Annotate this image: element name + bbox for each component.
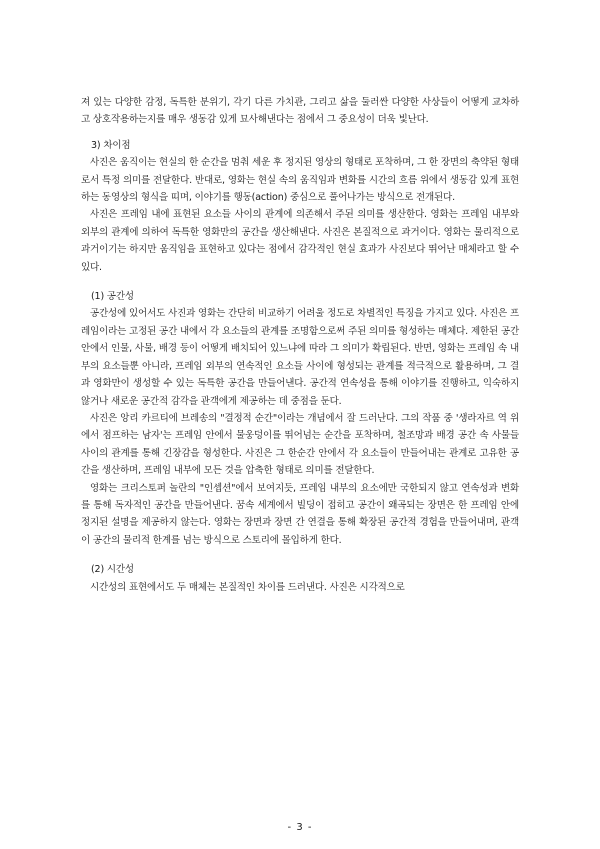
spacer (81, 549, 519, 561)
subsection-heading-space: (1) 공간성 (91, 291, 134, 303)
space-paragraph-2: 사진은 앙리 카르티에 브레송의 "결정적 순간"이라는 개념에서 잘 드러난다. 그의 작품 중 '생라자르 역 위에서 점프하는 남자'는 프레임 안에서 물웅덩이를 뛰어넘는 순간을 포착하며, 철조망과 배경 공간 속 사물들 사이의 관계를 통해 긴장감을 형성한다. 사진은 그 한순간 안에서 각 요소들이 만들어내는 관계로 고유한 공간을 생산하며, 프레임 내부에 모든 것을 압축한 형태로 의미를 전달한다. (81, 412, 519, 477)
space-paragraph-3: 영화는 크리스토퍼 놀란의 "인셉션"에서 보여지듯, 프레임 내부의 요소에만 국한되지 않고 연속성과 변화를 통해 독자적인 공간을 만들어낸다. 꿈속 세계에서 빌딩이 접히고 공간이 왜곡되는 장면은 한 프레임 안에 정지된 설명을 제공하지 않는다. 영화는 장면과 장면 간 연결을 통해 확장된 공간적 경험을 만들어내며, 관객이 공간의 물리적 한계를 넘는 방식으로 스토리에 몰입하게 한다. (81, 482, 519, 546)
time-paragraph-1: 시간성의 표현에서도 두 매체는 본질적인 차이를 드러낸다. 사진은 시각적으로 (90, 581, 405, 593)
space-paragraph-1: 공간성에 있어서도 사진과 영화는 간단히 비교하기 어려울 정도로 차별적인 특징을 가지고 있다. 사진은 프레임이라는 고정된 공간 내에서 각 요소들의 관계를 조명함으로써 주된 의미를 형성하는 매체다. 제한된 공간 안에서 인물, 사물, 배경 등이 어떻게 배치되어 있느냐에 따라 그 의미가 확립된다. 반면, 영화는 프레임 속 내부의 요소들뿐 아니라, 프레임 외부의 연속적인 요소들 사이에 형성되는 관계를 적극적으로 활용하며, 그 결과 영화만이 생성할 수 있는 독특한 공간을 만들어낸다. 공간적 연속성을 통해 이야기를 진행하고, 익숙하지 않거나 새로운 공간적 감각을 관객에게 제공하는 데 중점을 둔다. (81, 308, 519, 407)
intro-paragraph: 져 있는 다양한 감정, 독특한 분위기, 각기 다른 가치관, 그리고 삶을 둘러싼 다양한 사상들이 어떻게 교차하고 상호작용하는지를 매우 생동감 있게 묘사해낸다는 점에서 그 중요성이 더욱 빛난다. (81, 97, 519, 126)
page-body (81, 94, 519, 596)
spacer (81, 276, 519, 288)
differences-paragraph-1: 사진은 움직이는 현실의 한 순간을 멈춰 세운 후 정지된 영상의 형태로 포착하며, 그 한 장면의 축약된 형태로서 특정 의미를 전달한다. 반대로, 영화는 현실 속의 움직임과 변화를 시간의 흐름 위에서 생동감 있게 표현하는 동영상의 형식을 띠며, 이야기를 행동(action) 중심으로 풀어나가는 방식으로 전개된다. (81, 157, 519, 204)
differences-paragraph-2: 사진은 프레임 내에 표현된 요소들 사이의 관계에 의존해서 주된 의미를 생산한다. 영화는 프레임 내부와 외부의 관계에 의하여 독특한 영화만의 공간을 생산해낸다. 사진은 본질적으로 과거이다. 영화는 물리적으로 과거이기는 하지만 움직임을 표현하고 있다는 점에서 감각적인 현실 효과가 사진보다 뛰어난 매체라고 할 수 있다. (81, 209, 519, 273)
page-number: - 3 - (287, 822, 313, 833)
subsection-heading-time: (2) 시간성 (91, 564, 134, 576)
section-heading-differences: 3) 차이점 (91, 139, 131, 151)
spacer (81, 129, 519, 137)
